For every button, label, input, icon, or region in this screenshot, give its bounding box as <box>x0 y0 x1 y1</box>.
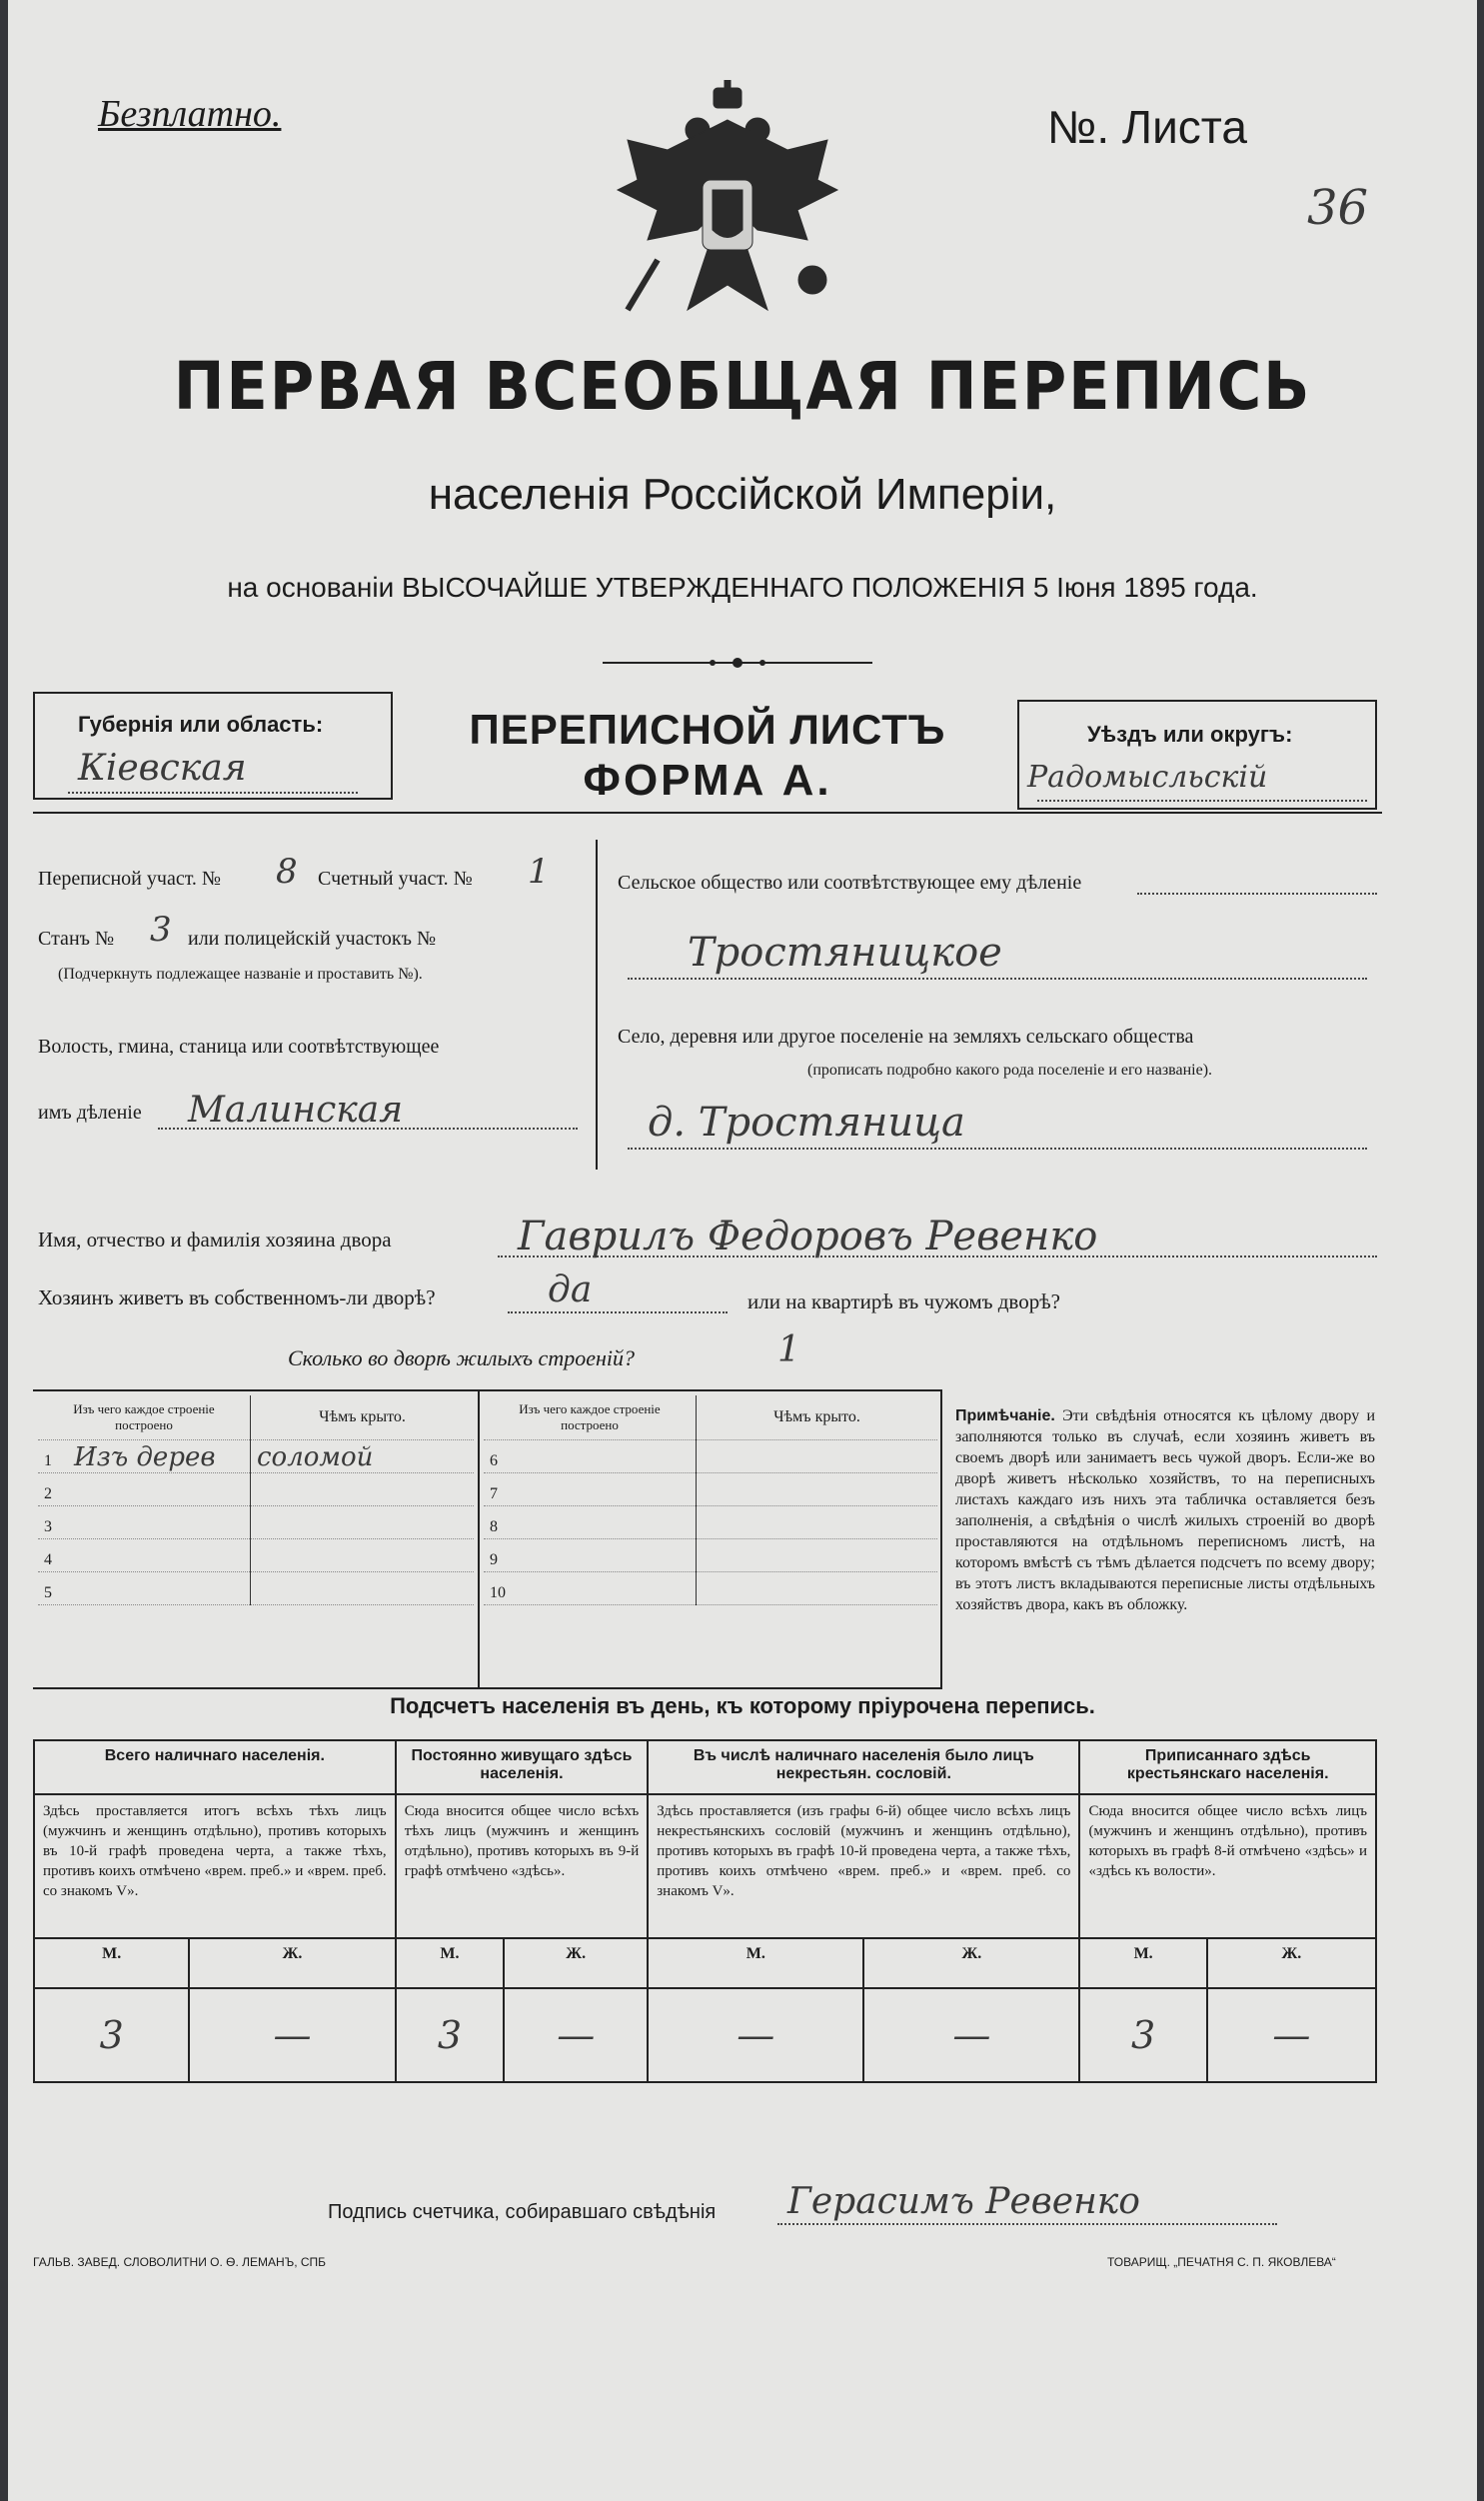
building-material-cell <box>484 1572 697 1605</box>
building-row <box>38 1473 474 1506</box>
building-roof <box>251 1572 475 1605</box>
building-row-number: 2 <box>44 1485 52 1502</box>
male-count: — <box>648 1988 863 2082</box>
building-roof <box>697 1440 938 1473</box>
building-row <box>38 1440 474 1473</box>
building-row-number: 6 <box>490 1452 498 1469</box>
building-material-cell <box>484 1440 697 1473</box>
volost-value: Малинская <box>188 1090 404 1131</box>
buildings-note <box>955 1405 1375 1615</box>
own-yard-value: да <box>548 1269 593 1310</box>
subtitle: населенія Россійской Имперіи, <box>428 470 1057 519</box>
population-col-heading: Въ числѣ наличнаго населенія было лицъ некрестьян. сословій. <box>648 1740 1079 1794</box>
building-row <box>484 1539 937 1572</box>
female-label: Ж. <box>504 1938 648 1988</box>
printer-right: ТОВАРИЩ. „ПЕЧАТНЯ С. П. ЯКОВЛЕВА“ <box>1107 2255 1336 2269</box>
village-note: (прописать подробно какого рода поселеніе и его названіе). <box>807 1062 1213 1079</box>
population-table <box>33 1739 1377 2083</box>
building-row <box>38 1506 474 1539</box>
col-material-header: Изъ чего каждое строеніе построено <box>38 1395 251 1440</box>
population-title: Подсчетъ населенія въ день, къ которому пріурочена перепись. <box>390 1693 1095 1718</box>
ornament-divider <box>603 656 872 668</box>
count-district-label: Счетный участ. № <box>318 868 473 890</box>
population-col-heading: Приписаннаго здѣсь крестьянскаго населенія. <box>1079 1740 1376 1794</box>
building-row-number: 7 <box>490 1485 498 1502</box>
building-row-number: 8 <box>490 1518 498 1535</box>
building-row-number: 3 <box>44 1518 52 1535</box>
village-label: Село, деревня или другое поселеніе на земляхъ сельскаго общества <box>618 1026 1194 1048</box>
sheet-number-label: №. Листа <box>1047 101 1247 153</box>
society-value: Тростяницкое <box>688 930 1002 976</box>
note-title: Примѣчаніе. <box>955 1407 1055 1424</box>
building-row-number: 10 <box>490 1584 506 1601</box>
female-count: — <box>189 1988 395 2082</box>
building-roof <box>697 1572 938 1605</box>
sheet-title: ПЕРЕПИСНОЙ ЛИСТЪ <box>469 706 946 753</box>
building-material-cell <box>484 1506 697 1539</box>
female-label: Ж. <box>1207 1938 1376 1988</box>
form-name: ФОРМА А. <box>583 756 832 805</box>
female-label: Ж. <box>863 1938 1079 1988</box>
underline-note: (Подчеркнуть подлежащее названіе и проставить №). <box>58 966 423 983</box>
building-material-cell <box>484 1539 697 1572</box>
stan-value: 3 <box>150 910 172 950</box>
building-row-number: 4 <box>44 1551 52 1568</box>
male-count: 3 <box>1079 1988 1206 2082</box>
population-col-description: Здѣсь проставляется итогъ всѣхъ тѣхъ лицъ (мужчинъ и женщинъ отдѣльно), противъ которыхъ въ 10-й графѣ проведена черта, а также тѣхъ, противъ коихъ отмѣчено «врем. преб.» и «врем. преб. со знакомъ V». <box>34 1794 396 1938</box>
census-district-label: Переписной участ. № <box>38 868 222 890</box>
col-roof-header-right: Чѣмъ крыто. <box>697 1395 938 1440</box>
building-row-number: 1 <box>44 1452 52 1469</box>
building-material-cell <box>484 1473 697 1506</box>
society-label: Сельское общество или соотвѣтствующее ему дѣленіе <box>618 872 1082 894</box>
building-row <box>484 1440 937 1473</box>
building-material-cell <box>38 1572 251 1605</box>
own-yard-label: Хозяинъ живетъ въ собственномъ-ли дворѣ? <box>38 1285 436 1309</box>
census-district-value: 8 <box>276 852 298 892</box>
buildings-table-left <box>38 1395 474 1605</box>
building-roof <box>251 1539 475 1572</box>
female-count: — <box>1207 1988 1376 2082</box>
building-row <box>484 1473 937 1506</box>
population-col-description: Здѣсь проставляется (изъ графы 6-й) общее число всѣхъ лицъ некрестьянскихъ сословій (мужчинъ и женщинъ отдѣльно), противъ которыхъ въ графѣ 10-й проведена черта, а также тѣхъ, противъ коихъ отмѣчено «врем. преб.» и «врем. преб. со знакомъ V». <box>648 1794 1079 1938</box>
building-row-number: 5 <box>44 1584 52 1601</box>
stan-label: Станъ № <box>38 928 115 950</box>
building-row <box>38 1572 474 1605</box>
building-material-cell <box>38 1473 251 1506</box>
population-col-description: Сюда вносится общее число всѣхъ тѣхъ лицъ (мужчинъ и женщинъ отдѣльно), противъ которыхъ въ 9-й графѣ отмѣчено «здѣсь». <box>396 1794 649 1938</box>
population-col-heading: Постоянно живущаго здѣсь населенія. <box>396 1740 649 1794</box>
building-material-cell <box>38 1440 251 1473</box>
building-row <box>484 1572 937 1605</box>
building-roof <box>251 1506 475 1539</box>
district-value: Радомысльскій <box>1027 760 1268 795</box>
basis-line: на основаніи ВЫСОЧАЙШЕ УТВЕРЖДЕННАГО ПОЛОЖЕНІЯ 5 Іюня 1895 года. <box>227 572 1258 603</box>
province-label: Губернія или область: <box>78 712 324 737</box>
female-count: — <box>863 1988 1079 2082</box>
male-label: М. <box>396 1938 505 1988</box>
main-title: ПЕРВАЯ ВСЕОБЩАЯ ПЕРЕПИСЬ <box>173 348 1312 425</box>
division-label: имъ дѣленіе <box>38 1102 142 1124</box>
double-headed-eagle-icon <box>608 80 847 330</box>
owner-name-value: Гаврилъ Федоровъ Ревенко <box>518 1214 1098 1259</box>
building-roof <box>697 1473 938 1506</box>
signature-value: Герасимъ Ревенко <box>787 2181 1140 2222</box>
building-row <box>38 1539 474 1572</box>
building-roof <box>251 1473 475 1506</box>
building-roof <box>697 1506 938 1539</box>
male-label: М. <box>648 1938 863 1988</box>
male-count: 3 <box>34 1988 189 2082</box>
sheet-number-value: 36 <box>1307 180 1369 236</box>
province-value: Кіевская <box>78 748 247 789</box>
col-roof-header: Чѣмъ крыто. <box>251 1395 475 1440</box>
buildings-count-label: Сколько во дворѣ жилыхъ строеній? <box>288 1345 635 1370</box>
building-row <box>484 1506 937 1539</box>
female-label: Ж. <box>189 1938 395 1988</box>
printer-left: ГАЛЬВ. ЗАВЕД. СЛОВОЛИТНИ О. Ѳ. ЛЕМАНЪ, СПБ <box>33 2255 327 2269</box>
male-label: М. <box>1079 1938 1206 1988</box>
volost-label: Волость, гмина, станица или соотвѣтствующее <box>38 1036 440 1058</box>
owner-name-label: Имя, отчество и фамилія хозяина двора <box>38 1228 392 1251</box>
buildings-count-value: 1 <box>777 1329 800 1370</box>
male-label: М. <box>34 1938 189 1988</box>
building-roof <box>697 1539 938 1572</box>
police-label: или полицейскій участокъ № <box>188 928 437 950</box>
building-material-cell <box>38 1506 251 1539</box>
building-material-cell <box>38 1539 251 1572</box>
col-material-header-right: Изъ чего каждое строеніе построено <box>484 1395 697 1440</box>
free-label: Безплатно. <box>98 93 282 135</box>
village-value: д. Тростяница <box>648 1100 965 1146</box>
signature-label: Подпись счетчика, собиравшаго свѣдѣнія <box>328 2201 717 2223</box>
male-count: 3 <box>396 1988 505 2082</box>
district-label: Уѣздъ или округъ: <box>1087 722 1293 747</box>
building-roof: соломой <box>251 1440 475 1473</box>
female-count: — <box>504 1988 648 2082</box>
building-material: Изъ дерев <box>74 1442 216 1472</box>
building-row-number: 9 <box>490 1551 498 1568</box>
census-form-sheet <box>8 0 1477 2501</box>
note-text: Эти свѣдѣнія относятся къ цѣлому двору и заполняются только въ случаѣ, если хозяинъ живетъ въ своемъ дворѣ или занимаетъ весь чужой дворъ. Если-же во дворѣ живетъ нѣсколько хозяйствъ, то на переписныхъ листахъ каждаго изъ нихъ эта табличка оставляется безъ заполненія, а свѣдѣнія о числѣ жилыхъ строеній во дворѣ проставляются на отдѣльномъ переписномъ листѣ, на которомъ вмѣстѣ съ тѣмъ дѣлается подсчетъ по всему двору; въ этотъ листъ вкладываются переписные листы отдѣльныхъ хозяйствъ двора, какъ въ обложку. <box>955 1407 1376 1613</box>
count-district-value: 1 <box>528 852 550 892</box>
buildings-table-right <box>484 1395 937 1605</box>
population-col-description: Сюда вносится общее число всѣхъ лицъ (мужчинъ и женщинъ отдѣльно), противъ которыхъ въ графѣ 8-й отмѣчено «здѣсь» и «здѣсь къ волости». <box>1079 1794 1376 1938</box>
rented-label: или на квартирѣ въ чужомъ дворѣ? <box>747 1289 1060 1313</box>
population-col-heading: Всего наличнаго населенія. <box>34 1740 396 1794</box>
